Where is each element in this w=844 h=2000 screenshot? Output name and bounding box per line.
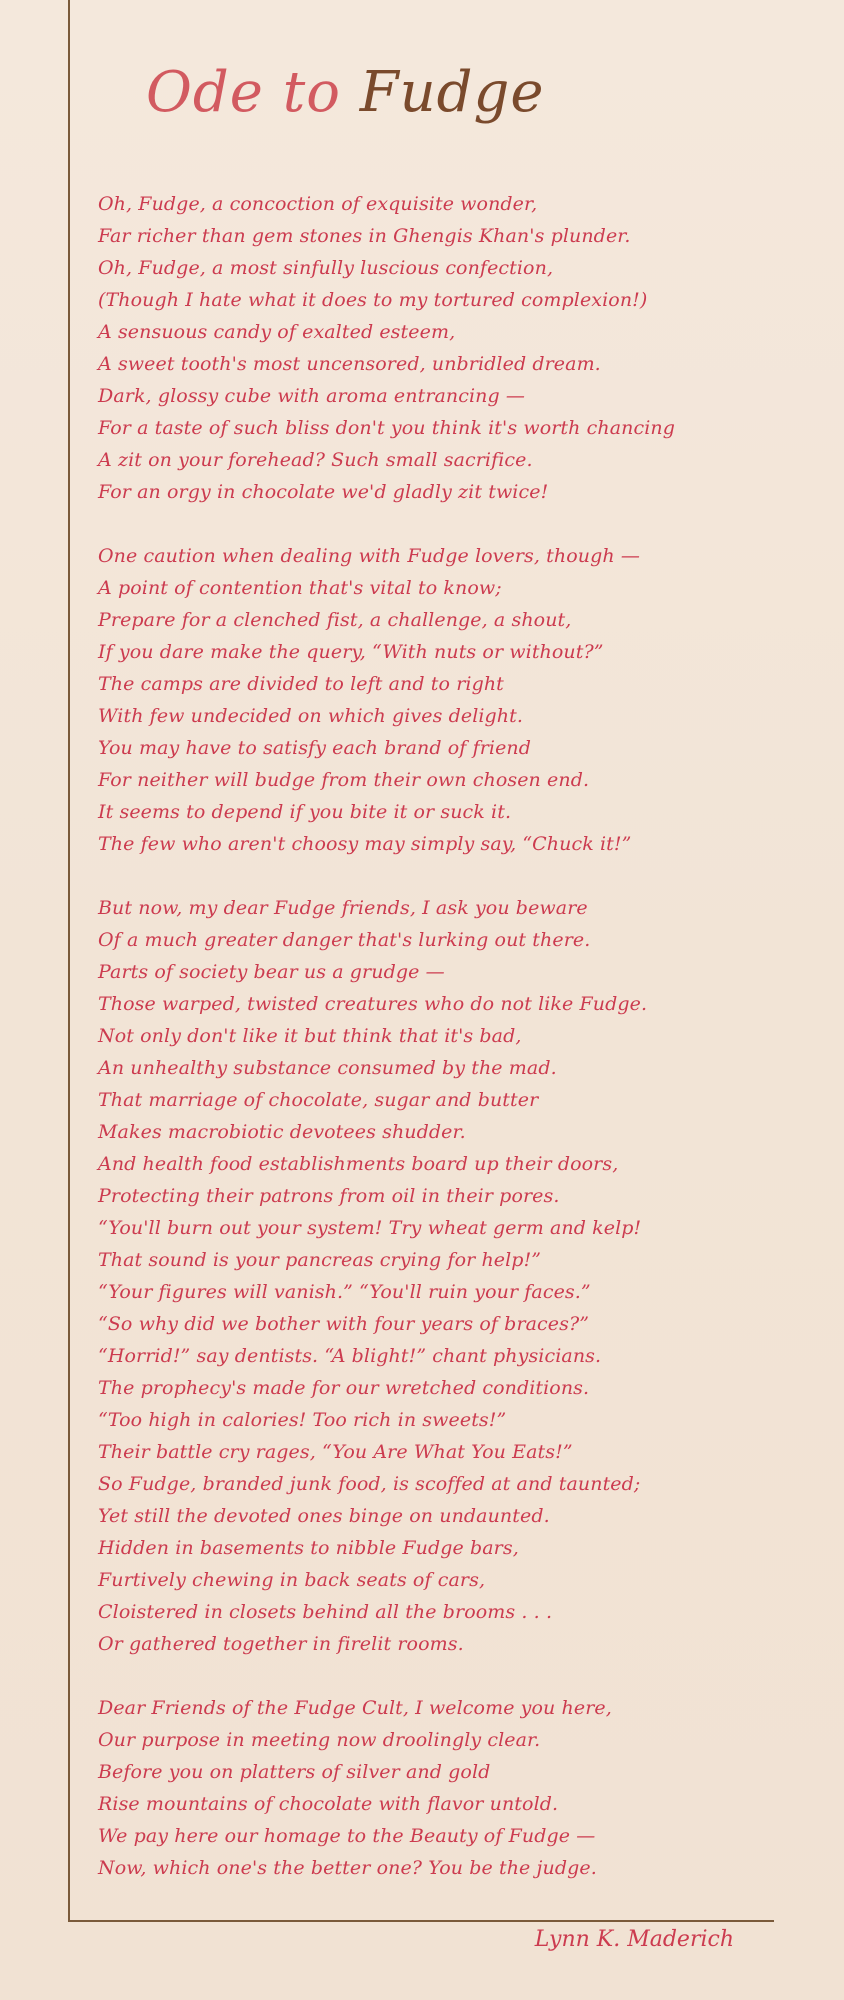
poem-line: Parts of society bear us a grudge —	[98, 961, 445, 983]
poem-line: That sound is your pancreas crying for help!”	[98, 1249, 542, 1271]
poem-line: Or gathered together in firelit rooms.	[98, 1633, 464, 1655]
stanza-4	[98, 1692, 768, 1884]
stanza-2	[98, 540, 768, 860]
poem-line: A sensuous candy of exalted esteem,	[98, 321, 456, 343]
poem-line: A sweet tooth's most uncensored, unbridled dream.	[98, 353, 601, 375]
stanza-gap	[98, 508, 768, 540]
poem-line: It seems to depend if you bite it or suck it.	[98, 801, 512, 823]
left-border-rule	[68, 0, 70, 1922]
poem-line: Oh, Fudge, a most sinfully luscious confection,	[98, 257, 554, 279]
poem-line: A point of contention that's vital to know;	[98, 577, 502, 599]
poem-line: Dear Friends of the Fudge Cult, I welcome you here,	[98, 1697, 612, 1719]
poem-line: Prepare for a clenched fist, a challenge, a shout,	[98, 609, 572, 631]
author-signature: Lynn K. Maderich	[534, 1927, 734, 1952]
poem-line: Makes macrobiotic devotees shudder.	[98, 1121, 466, 1143]
poem-line: Not only don't like it but think that it's bad,	[98, 1025, 522, 1047]
stanza-3	[98, 892, 768, 1660]
poem-line: And health food establishments board up their doors,	[98, 1153, 619, 1175]
poem-line: Those warped, twisted creatures who do not like Fudge.	[98, 993, 648, 1015]
poem-line: For an orgy in chocolate we'd gladly zit twice!	[98, 481, 549, 503]
stanza-gap	[98, 860, 768, 892]
poem-line: If you dare make the query, “With nuts or without?”	[98, 641, 604, 663]
poem-line: “Your figures will vanish.” “You'll ruin your faces.”	[98, 1281, 591, 1303]
poem-line: Yet still the devoted ones binge on undaunted.	[98, 1505, 550, 1527]
poem-line: Protecting their patrons from oil in their pores.	[98, 1185, 560, 1207]
poem-line: “Too high in calories! Too rich in sweets!”	[98, 1409, 507, 1431]
poem-line: That marriage of chocolate, sugar and butter	[98, 1089, 539, 1111]
poem-line: Hidden in basements to nibble Fudge bars,	[98, 1537, 519, 1559]
stanza-1	[98, 188, 768, 508]
poem-line: Our purpose in meeting now droolingly clear.	[98, 1729, 541, 1751]
poem-line: So Fudge, branded junk food, is scoffed at and taunted;	[98, 1473, 641, 1495]
poem-line: Cloistered in closets behind all the brooms . . .	[98, 1601, 553, 1623]
poem-line: “You'll burn out your system! Try wheat germ and kelp!	[98, 1217, 642, 1239]
poem-line: We pay here our homage to the Beauty of Fudge —	[98, 1825, 596, 1847]
title-word-fudge: Fudge	[359, 60, 545, 125]
poem-line: An unhealthy substance consumed by the mad.	[98, 1057, 557, 1079]
poem-line: Their battle cry rages, “You Are What You Eats!”	[98, 1441, 573, 1463]
poem-line: With few undecided on which gives delight.	[98, 705, 524, 727]
poem-line: Furtively chewing in back seats of cars,	[98, 1569, 486, 1591]
stanza-gap	[98, 1660, 768, 1692]
poem-line: The camps are divided to left and to right	[98, 673, 504, 695]
poem-line: But now, my dear Fudge friends, I ask you beware	[98, 897, 588, 919]
title-word-ode: Ode	[146, 60, 264, 125]
poem-line: A zit on your forehead? Such small sacrifice.	[98, 449, 533, 471]
poem-line: Before you on platters of silver and gold	[98, 1761, 491, 1783]
poem-line: Oh, Fudge, a concoction of exquisite wonder,	[98, 193, 538, 215]
poem-line: (Though I hate what it does to my tortured complexion!)	[98, 289, 648, 311]
poem-line: One caution when dealing with Fudge lovers, though —	[98, 545, 640, 567]
poem-line: Dark, glossy cube with aroma entrancing —	[98, 385, 526, 407]
poem-line: You may have to satisfy each brand of friend	[98, 737, 532, 759]
poem-line: Rise mountains of chocolate with flavor untold.	[98, 1793, 559, 1815]
poem-line: “So why did we bother with four years of braces?”	[98, 1313, 590, 1335]
poem-line: For a taste of such bliss don't you think it's worth chancing	[98, 417, 675, 439]
poem-body	[98, 188, 768, 1884]
poem-line: “Horrid!” say dentists. “A blight!” chant physicians.	[98, 1345, 602, 1367]
title-word-to: to	[282, 60, 341, 125]
poem-line: Of a much greater danger that's lurking out there.	[98, 929, 591, 951]
poem-line: The prophecy's made for our wretched conditions.	[98, 1377, 590, 1399]
poem-line: Now, which one's the better one? You be the judge.	[98, 1857, 597, 1879]
poem-title	[146, 58, 545, 128]
poem-line: Far richer than gem stones in Ghengis Khan's plunder.	[98, 225, 631, 247]
poem-line: For neither will budge from their own chosen end.	[98, 769, 590, 791]
poem-line: The few who aren't choosy may simply say, “Chuck it!”	[98, 833, 632, 855]
